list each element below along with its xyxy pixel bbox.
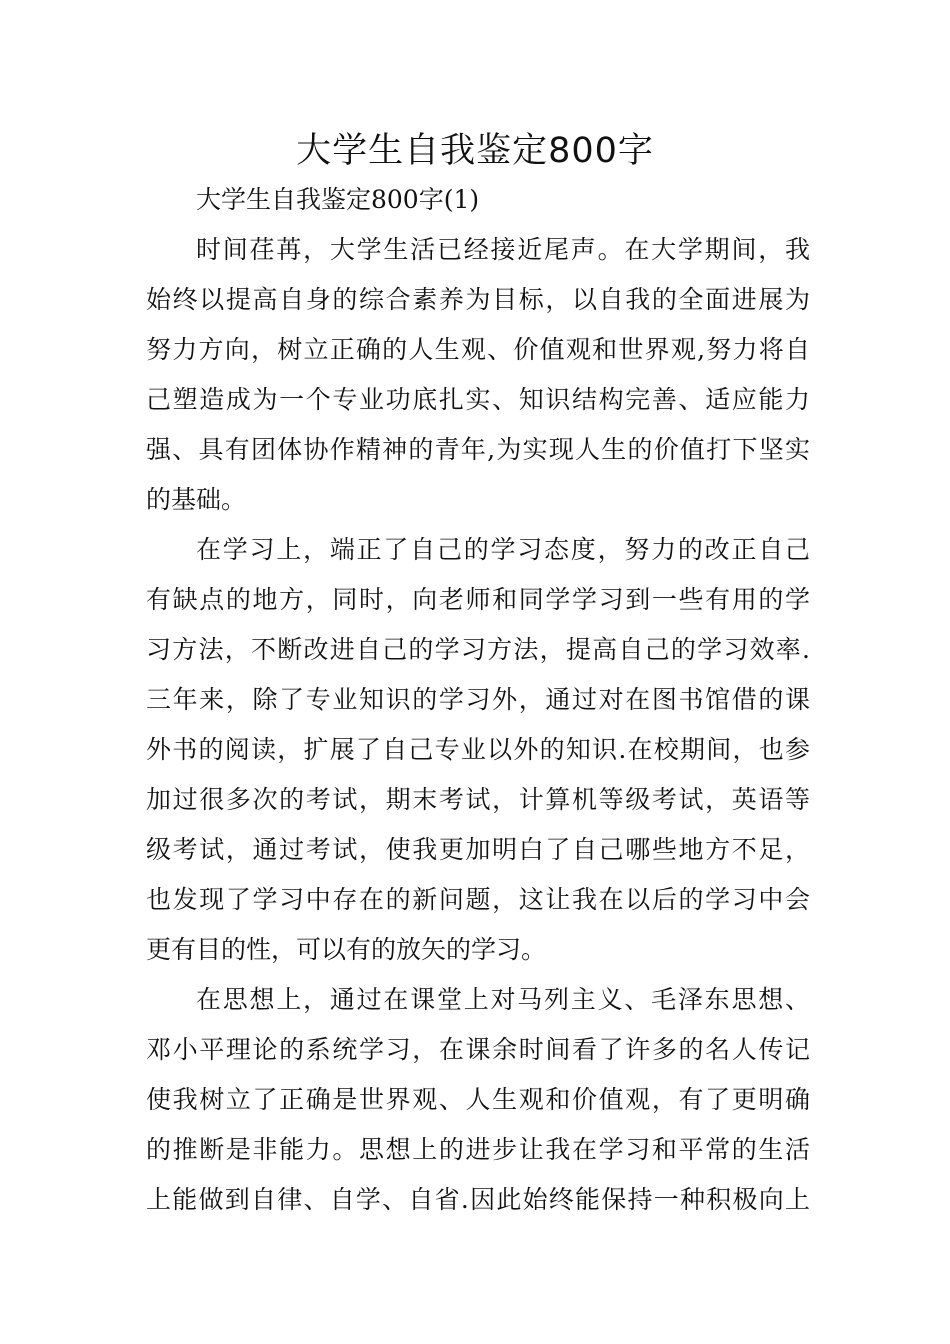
- paragraph-1-line-1: 时间荏苒，大学生活已经接近尾声。在大学期间，我: [196, 235, 810, 264]
- paragraph-1-line-4: 己塑造成为一个专业功底扎实、知识结构完善、适应能力: [146, 385, 810, 414]
- paragraph-1-line-2: 始终以提高自身的综合素养为目标，以自我的全面进展为: [146, 285, 810, 314]
- paragraph-2-line-6: 加过很多次的考试，期末考试，计算机等级考试，英语等: [146, 785, 810, 814]
- paragraph-3-line-4: 的推断是非能力。思想上的进步让我在学习和平常的生活: [146, 1135, 810, 1164]
- paragraph-2-line-2: 有缺点的地方，同时，向老师和同学学习到一些有用的学: [146, 585, 810, 614]
- paragraph-2-line-4: 三年来，除了专业知识的学习外，通过对在图书馆借的课: [146, 685, 810, 714]
- document-title: 大学生自我鉴定800字: [296, 131, 654, 171]
- paragraph-2-line-8: 也发现了学习中存在的新问题，这让我在以后的学习中会: [146, 885, 810, 914]
- paragraph-2-line-9: 更有目的性，可以有的放矢的学习。: [146, 935, 547, 964]
- paragraph-1-line-5: 强、具有团体协作精神的青年,为实现人生的价值打下坚实: [146, 435, 810, 464]
- paragraph-1-line-3: 努力方向，树立正确的人生观、价值观和世界观,努力将自: [146, 335, 810, 364]
- document-subtitle: 大学生自我鉴定800字(1): [196, 185, 480, 214]
- paragraph-3-line-3: 使我树立了正确是世界观、人生观和价值观，有了更明确: [146, 1085, 810, 1114]
- paragraph-2-line-3: 习方法，不断改进自己的学习方法，提高自己的学习效率.: [146, 635, 810, 664]
- paragraph-3-line-5: 上能做到自律、自学、自省.因此始终能保持一种积极向上: [146, 1185, 810, 1214]
- paragraph-3-line-2: 邓小平理论的系统学习，在课余时间看了许多的名人传记: [146, 1035, 810, 1064]
- paragraph-2-line-1: 在学习上，端正了自己的学习态度，努力的改正自己: [196, 535, 810, 564]
- paragraph-2-line-7: 级考试，通过考试，使我更加明白了自己哪些地方不足，: [146, 835, 810, 864]
- paragraph-2-line-5: 外书的阅读，扩展了自己专业以外的知识.在校期间，也参: [146, 735, 810, 764]
- paragraph-1-line-6: 的基础。: [146, 485, 247, 514]
- paragraph-3-line-1: 在思想上，通过在课堂上对马列主义、毛泽东思想、: [196, 985, 810, 1014]
